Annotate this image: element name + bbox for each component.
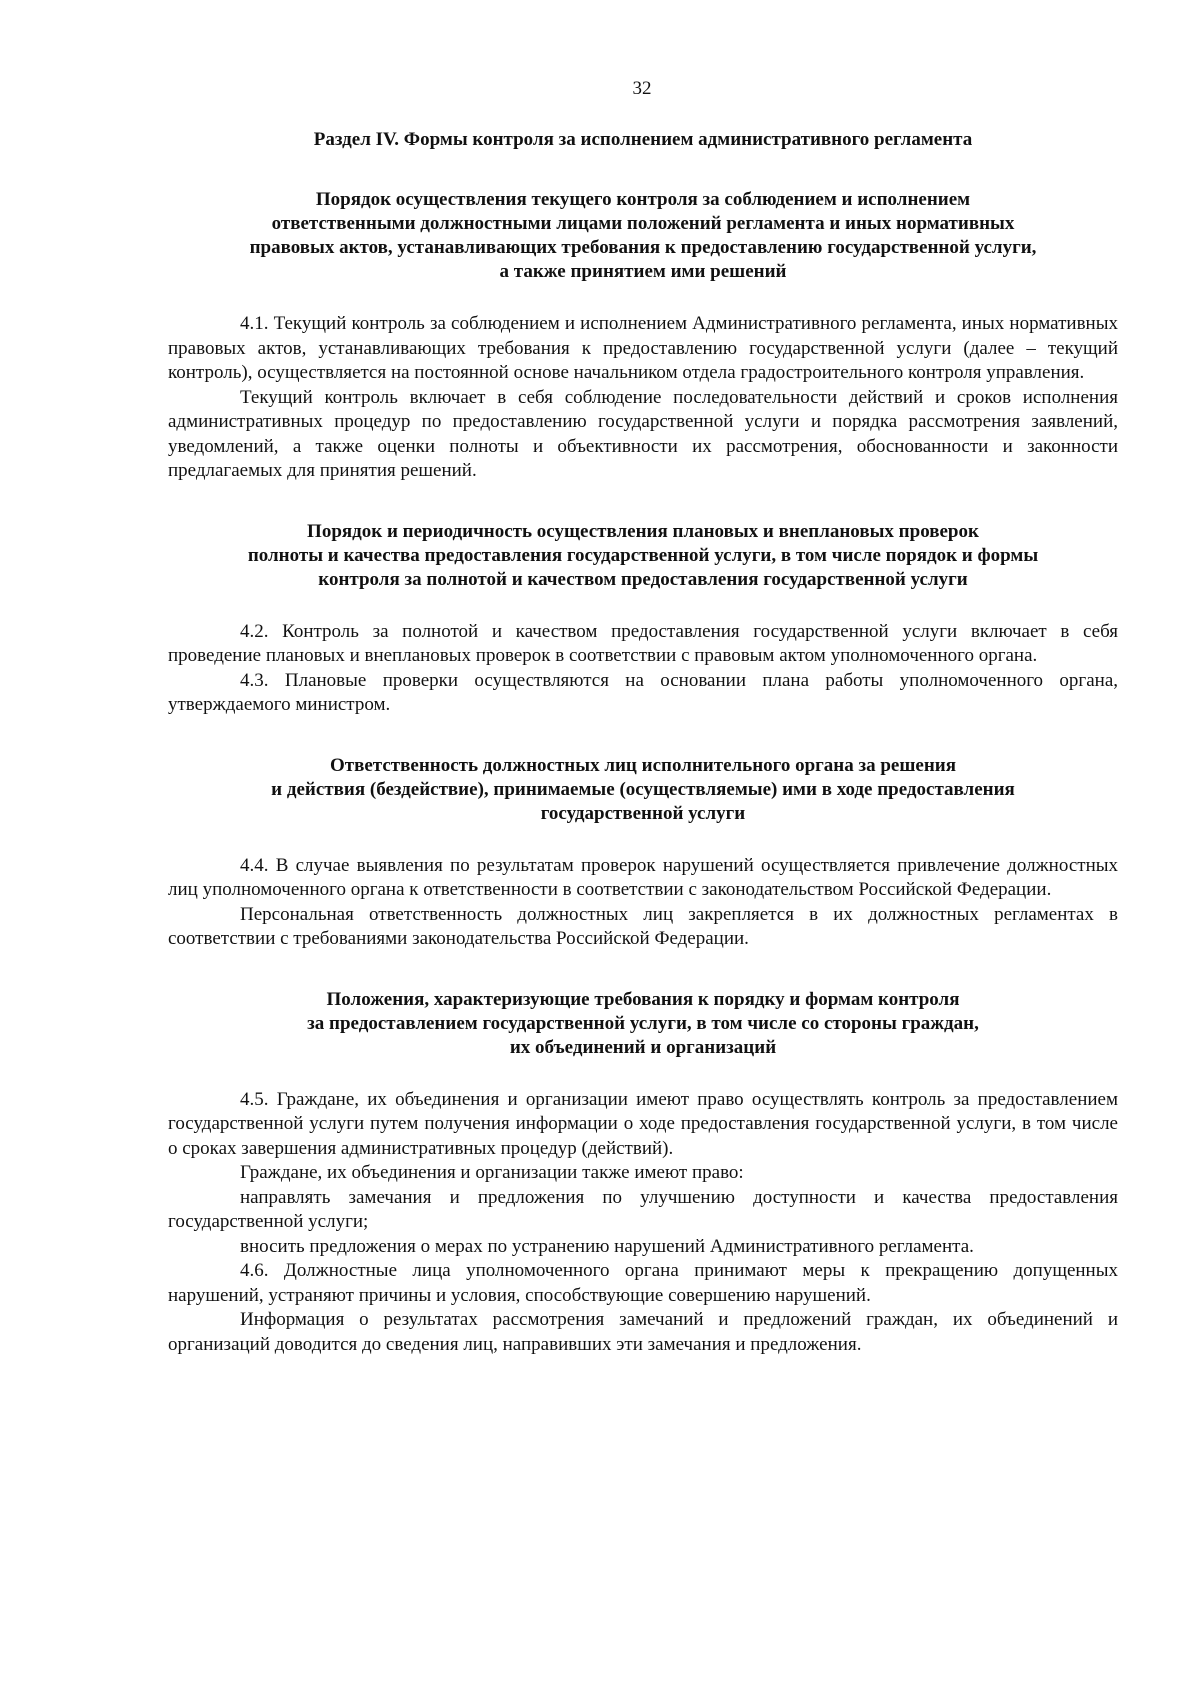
paragraph: Граждане, их объединения и организации также имеют право: (240, 1162, 744, 1183)
paragraph: Текущий контроль включает в себя соблюдение последовательности действий и сроков исполнения административных процедур по предоставлению государственной услуги и порядка рассмотрения заявлений, уведомлений, а также оценки полноты и объективности их рассмотрения, обоснованности и законности предлагаемых для принятия решений. (168, 386, 1118, 481)
section-block-inspections (168, 520, 1118, 718)
heading-line: их объединений и организаций (509, 1036, 777, 1058)
sub-heading (168, 520, 1118, 592)
heading-line: Порядок осуществления текущего контроля за соблюдением и исполнением (315, 189, 971, 210)
paragraph-4-3: 4.3. Плановые проверки осуществляются на основании плана работы уполномоченного органа, утверждаемого министром. (168, 669, 1118, 715)
heading-line: ответственными должностными лицами положений регламента и иных нормативных (271, 213, 1015, 234)
section-title: Раздел IV. Формы контроля за исполнением административного регламента (313, 129, 973, 150)
heading-line: Порядок и периодичность осуществления плановых и внеплановых проверок (307, 520, 979, 542)
paragraph: Персональная ответственность должностных лиц закрепляется в их должностных регламентах в соответствии с требованиями законодательства Российской Федерации. (168, 903, 1118, 949)
document-body (168, 128, 1118, 1357)
paragraph-4-5: 4.5. Граждане, их объединения и организации имеют право осуществлять контроль за предоставлением государственной услуги путем получения информации о ходе предоставления государственной услуги, в том числе о сроках завершения административных процедур (действий). (168, 1088, 1118, 1159)
paragraph-4-6: 4.6. Должностные лица уполномоченного органа принимают меры к прекращению допущенных нарушений, устраняют причины и условия, способствующие совершению нарушений. (168, 1260, 1118, 1306)
paragraph-4-2: 4.2. Контроль за полнотой и качеством предоставления государственной услуги включает в себя проведение плановых и внеплановых проверок в соответствии с правовым актом уполномоченного органа. (168, 620, 1118, 666)
heading-line: а также принятием ими решений (499, 261, 787, 282)
page-number: 32 (632, 78, 652, 99)
heading-line: и действия (бездействие), принимаемые (осуществляемые) ими в ходе предоставления (271, 778, 1015, 800)
sub-heading (168, 754, 1118, 826)
paragraph: направлять замечания и предложения по улучшению доступности и качества предоставления государственной услуги; (168, 1186, 1118, 1232)
heading-line: Положения, характеризующие требования к порядку и формам контроля (326, 988, 960, 1010)
paragraph-4-4: 4.4. В случае выявления по результатам проверок нарушений осуществляется привлечение должностных лиц уполномоченного органа к ответственности в соответствии с законодательством Российской Федерации. (168, 854, 1118, 900)
heading-line: полноты и качества предоставления государственной услуги, в том числе порядок и формы (247, 544, 1039, 566)
sub-heading (168, 988, 1118, 1060)
heading-line: правовых актов, устанавливающих требования к предоставлению государственной услуги, (249, 237, 1037, 258)
paragraph-4-1: 4.1. Текущий контроль за соблюдением и исполнением Административного регламента, иных нормативных правовых актов, устанавливающих требования к предоставлению государственной услуги (далее – текущий контроль), осуществляется на постоянной основе начальником отдела градостроительного контроля управления. (168, 313, 1118, 383)
sub-heading (168, 188, 1118, 284)
heading-line: за предоставлением государственной услуги, в том числе со стороны граждан, (307, 1012, 979, 1034)
heading-line: контроля за полнотой и качеством предоставления государственной услуги (318, 568, 968, 590)
section-block-current-control (168, 188, 1118, 484)
section-block-citizen-control (168, 988, 1118, 1358)
section-block-responsibility (168, 754, 1118, 952)
paragraph: Информация о результатах рассмотрения замечаний и предложений граждан, их объединений и организаций доводится до сведения лиц, направивших эти замечания и предложения. (168, 1309, 1118, 1355)
heading-line: Ответственность должностных лиц исполнительного органа за решения (329, 754, 957, 776)
heading-line: государственной услуги (540, 802, 746, 824)
paragraph: вносить предложения о мерах по устранению нарушений Административного регламента. (240, 1235, 974, 1257)
